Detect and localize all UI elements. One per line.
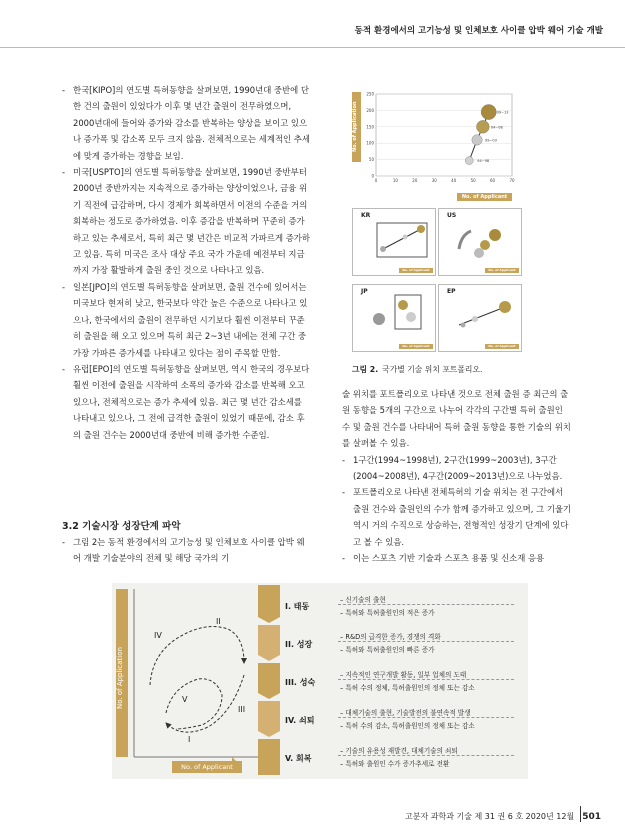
total-panel (352, 88, 522, 200)
curve-mark-iii: III (238, 705, 246, 714)
stage-separator (338, 641, 514, 642)
caption-number: 그림 2. (352, 365, 379, 374)
total-x-axis-label: No. of Applicant (457, 193, 512, 201)
paragraph-kipo: - 한국[KIPO]의 연도별 특허동향을 살펴보면, 1990년대 중반에 단 한 건의 출원이 있었다가 이후 몇 년간 출원이 전무하였으며, 2000년대에 들어와 증가와 감소를 반복하는 양상을 보이고 있으나 증가폭 및 감소폭 모두 크지 않음. 전체적으로는 세계적인 추세에 맞게 증가하는 경향을 보임. (62, 82, 310, 164)
paragraph-fig2-intro: - 그림 2는 동적 환경에서의 고기능성 및 인체보호 사이클 압박 웨어 개발 기술분야의 전체 및 해당 국가의 기 (62, 534, 310, 567)
data-point (472, 135, 482, 145)
stage-name: II. 성장 (285, 640, 313, 649)
total-y-axis-label: No. of Application (352, 92, 361, 162)
kr-label: KR (361, 212, 371, 219)
stage-desc: – 특허 수의 감소, 특허출원인의 정체 또는 감소 (340, 722, 475, 730)
paragraph-intervals: - 1구간(1994~1998년), 2구간(1999~2003년), 3구간(2004~2008년), 4구간(2009~2013년)으로 나누었음. (342, 452, 572, 485)
stage-name: III. 성숙 (285, 678, 316, 687)
us-label: US (447, 212, 457, 219)
stage-row (258, 703, 516, 741)
ep-x-axis-label: No. of Applicant (485, 344, 519, 349)
paragraph-sports-tech: - 이는 스포츠 기반 기술과 스포츠 용품 및 신소재 응용 (342, 550, 572, 566)
data-point (465, 157, 473, 165)
stage-desc: – 특허와 특허출원인의 빠른 증가 (340, 646, 435, 654)
total-chart (352, 88, 522, 190)
y-tick-label: 0 (371, 173, 374, 179)
stage-separator (338, 717, 514, 718)
curve-mark-i: I (188, 735, 191, 744)
x-tick-label: 40 (451, 178, 457, 183)
paragraph-jpo: - 일본[JPO]의 연도별 특허동향을 살펴보면, 출원 건수에 있어서는 미국보다 현저히 낮고, 한국보다 약간 높은 수준으로 나타나고 있으나, 한국에서의 출원이 전무하던 시기보다 훨씬 이전부터 꾸준히 출원을 해 오고 있으며 특히 최근 2~3년 내에는 전체 구간 중 가장 가파른 증가세를 나타내고 있다는 점이 주목할 만함. (62, 279, 310, 361)
caption-text: 국가별 기술 위치 포트폴리오. (382, 365, 483, 374)
stage-row (258, 741, 516, 779)
stage-name: IV. 쇠퇴 (285, 716, 315, 725)
y-tick-label: 200 (366, 107, 374, 113)
stage-separator (338, 679, 514, 680)
figure-2-caption (352, 364, 482, 375)
kr-chart (353, 209, 435, 275)
y-tick-label: 250 (366, 91, 374, 97)
jp-chart (353, 285, 435, 351)
page-number: 501 (582, 812, 601, 822)
stage-separator (338, 604, 514, 605)
curve-mark-iv: IV (154, 631, 162, 640)
data-point (481, 104, 496, 119)
y-tick-label: 100 (366, 140, 374, 146)
stage-desc: – 특허와 출원인 수가 증가추세로 전환 (340, 760, 450, 768)
stage-desc: – 지속적인 연구개발 활동, 일부 업체의 도태 (340, 671, 467, 679)
running-title: 동적 환경에서의 고기능성 및 인체보호 사이클 압박 웨어 기술 개발 (354, 26, 603, 36)
ep-chart (439, 285, 521, 351)
stage-row (258, 589, 516, 627)
stage-row (258, 665, 516, 703)
jp-label: JP (361, 288, 368, 295)
y-tick-label: 150 (366, 124, 374, 130)
left-column (62, 82, 310, 443)
stage-desc: – 기술의 유용성 재발견, 대체기술의 쇠퇴 (340, 747, 458, 755)
data-label: 99~03 (485, 138, 497, 143)
stage-name: V. 회복 (285, 754, 312, 763)
stage-desc: – 특허 수의 정체, 특허출원인의 정체 또는 감소 (340, 684, 475, 692)
x-tick-label: 10 (392, 178, 398, 183)
lifecycle-y-axis-label: No. of Application (116, 647, 124, 709)
y-tick-label: 50 (368, 157, 374, 163)
stage-desc: – 대체기술의 출현, 기술발전의 불연속적 발생 (340, 709, 471, 717)
x-tick-label: 30 (431, 178, 437, 183)
page-footer (405, 811, 601, 822)
x-tick-label: 70 (509, 178, 515, 183)
us-panel (438, 208, 522, 276)
stage-name: I. 태동 (285, 602, 310, 611)
us-x-axis-label: No. of Applicant (485, 268, 519, 273)
stage-separator (338, 755, 514, 756)
right-column (342, 386, 572, 566)
kr-x-axis-label: No. of Applicant (399, 268, 433, 273)
x-tick-label: 50 (470, 178, 476, 183)
data-point (476, 120, 489, 133)
x-tick-label: 20 (412, 178, 418, 183)
kr-panel (352, 208, 436, 276)
stage-desc: – R&D의 급격한 증가, 경쟁의 격화 (340, 633, 441, 641)
stage-row (258, 627, 516, 665)
paragraph-uspto: - 미국[USPTO]의 연도별 특허동향을 살펴보면, 1990년 중반부터 2000년 중반까지는 지속적으로 증가하는 양상이었으나, 금융 위기 직전에 급감하며, 다시 경제가 회복하면서 이전의 수준을 거의 회복하는 정도로 증가하였음. 이후 증감을 반복하며 꾸준히 증가하고 있는 추세로서, 특히 최근 몇 년간은 비교적 가파르게 증가하고 있음. 특히 미국은 조사 대상 주요 국가 가운데 예전부터 지금까지 가장 활발하게 출원 중인 것으로 나타나고 있음. (62, 164, 310, 279)
paragraph-growth-stage: - 포트폴리오로 나타낸 전체특허의 기술 위치는 전 구간에서 출원 건수와 출원인의 수가 함께 증가하고 있으며, 그 기울기 역시 거의 수직으로 상승하는, 전형적인 성장기 단계에 있다고 볼 수 있음. (342, 484, 572, 550)
lifecycle-x-axis-label: No. of Applicant (172, 761, 242, 773)
left-column-tail (62, 534, 310, 567)
data-label: 94~98 (477, 159, 490, 164)
us-chart (439, 209, 521, 275)
x-tick-label: 0 (374, 178, 378, 183)
ep-panel (438, 284, 522, 352)
data-label: 09~13 (496, 110, 509, 115)
curve-mark-v: V (182, 695, 188, 704)
header-divider (0, 47, 625, 48)
data-label: 04~08 (490, 125, 503, 130)
section-heading: 3.2 기술시장 성장단계 파악 (62, 521, 181, 532)
ep-label: EP (447, 288, 456, 295)
page-header (0, 0, 625, 48)
journal-info: 고분자 과학과 기술 제 31 권 6 호 2020년 12월 (405, 812, 575, 821)
stage-desc: – 신기술의 출현 (340, 596, 386, 604)
lifecycle-curve-chart (112, 583, 262, 779)
paragraph-portfolio: 술 위치를 포트폴리오로 나타낸 것으로 전체 출원 증 최근의 출원 동향을 5개의 구간으로 나누어 각각의 구간별 특허 출원인 수 및 출원 건수를 나타내어 특허 출원 동향을 통한 기술의 위치를 살펴볼 수 있음. (342, 389, 571, 449)
paragraph-epo: - 유럽[EPO]의 연도별 특허동향을 살펴보면, 역시 한국의 경우보다 훨씬 이전에 출원을 시작하여 소폭의 증가와 감소를 반복해 오고 있으나, 전체적으로는 증가 추세에 있음. 최근 몇 년간 감소세를 나타내고 있으나, 그 전에 급격한 출원이 있었기 때문에, 감소 후의 출원 건수는 2000년대 중반에 비해 증가한 수준임. (62, 361, 310, 443)
jp-x-axis-label: No. of Applicant (399, 344, 433, 349)
x-tick-label: 60 (490, 178, 496, 183)
curve-mark-ii: II (216, 617, 221, 626)
jp-panel (352, 284, 436, 352)
stage-desc: – 특허와 특허출원인의 적은 증가 (340, 609, 435, 617)
